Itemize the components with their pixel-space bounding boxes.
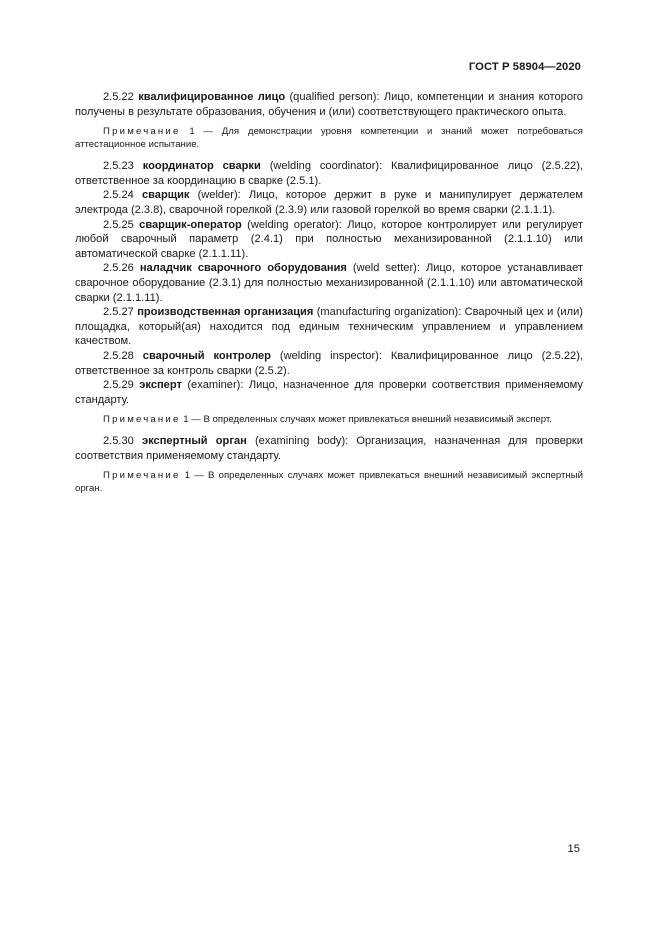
note-2-5-29 [75, 413, 583, 426]
entry-number: 2.5.24 [103, 189, 134, 202]
entry-term: сварщик [141, 189, 190, 202]
page-number: 15 [567, 843, 580, 855]
entry-term: сварщик-оператор [139, 218, 242, 231]
note-label: Примечание [103, 414, 181, 426]
entry-number: 2.5.26 [103, 262, 134, 275]
entry-definition: (weld setter): Лицо, которое устанавливает сварочное оборудование (2.3.1) для полностью механизированной (2.1.1.10) или автоматической сварки (2.1.1.11). [75, 262, 583, 304]
term-entry-2-5-26 [75, 261, 583, 305]
entry-definition: (examining body): Организация, назначенная для проверки соответствия применяемому стандарту. [75, 435, 583, 462]
note-number: 1 [183, 414, 189, 426]
entry-number: 2.5.25 [103, 218, 134, 231]
note-text: — Для демонстрации уровня компетенции и знаний может потребоваться аттестационное испытание. [75, 126, 583, 151]
term-entry-2-5-28 [75, 349, 583, 378]
term-entry-2-5-27 [75, 305, 583, 349]
term-entry-2-5-24 [75, 188, 583, 217]
entry-number: 2.5.29 [103, 379, 134, 392]
entry-term: наладчик сварочного оборудования [139, 262, 347, 275]
note-2-5-30 [75, 469, 583, 495]
entry-term: сварочный контролер [142, 349, 271, 362]
entry-term: экспертный орган [142, 435, 247, 448]
entry-definition: (examiner): Лицо, назначенное для проверки соответствия применяемому стандарту. [75, 379, 583, 406]
entry-definition: (welder): Лицо, которое держит в руке и манипулирует держателем электрода (2.3.8), сварочной горелкой (2.3.9) или газовой горелкой во время сварки (2.1.1.1). [75, 189, 583, 216]
note-label: Примечание [103, 470, 181, 482]
term-entry-2-5-29 [75, 378, 583, 407]
entry-term: эксперт [139, 379, 182, 392]
note-text: — В определенных случаях может привлекаться внешний независимый эксперт. [188, 414, 552, 426]
term-entry-2-5-22 [75, 90, 583, 119]
note-number: 1 [184, 470, 191, 482]
term-entry-2-5-30 [75, 434, 583, 463]
entry-number: 2.5.28 [103, 349, 134, 362]
entry-term: квалифицированное лицо [138, 91, 286, 103]
note-text: — В определенных случаях может привлекаться внешний независимый экспертный орган. [75, 470, 583, 495]
entry-number: 2.5.27 [103, 306, 134, 319]
entry-number: 2.5.30 [103, 435, 134, 448]
entry-number: 2.5.23 [103, 160, 134, 173]
note-2-5-22 [75, 125, 583, 151]
standard-header: ГОСТ Р 58904—2020 [468, 61, 581, 73]
entry-definition: (qualified person): Лицо, компетенции и знания которого получены в результате образования, обучения и (или) соответствующего практического опыта. [75, 91, 583, 118]
entry-definition: (welding coordinator): Квалифицированное лицо (2.5.22), ответственное за координацию в сварке (2.5.1). [75, 160, 583, 187]
entry-definition: (manufacturing organization): Сварочный цех и (или) площадка, который(ая) находится под единым техническим управлением и управлением качеством. [75, 306, 583, 348]
term-entry-2-5-23 [75, 159, 583, 188]
entry-definition: (welding inspector): Квалифицированное лицо (2.5.22), ответственное за контроль сварки (2.5.2). [75, 349, 583, 377]
entry-number: 2.5.22 [103, 91, 134, 103]
entry-term: координатор сварки [142, 160, 261, 173]
document-body [75, 90, 583, 495]
note-label: Примечание [103, 126, 181, 138]
entry-definition: (welding operator): Лицо, которое контролирует или регулирует любой сварочный параметр (2.4.1) при полностью механизированной (2.1.1.10) или автоматической сварке (2.1.1.11). [75, 218, 583, 260]
term-entry-2-5-25 [75, 218, 583, 262]
note-number: 1 [189, 126, 195, 138]
entry-term: производственная организация [137, 306, 314, 319]
